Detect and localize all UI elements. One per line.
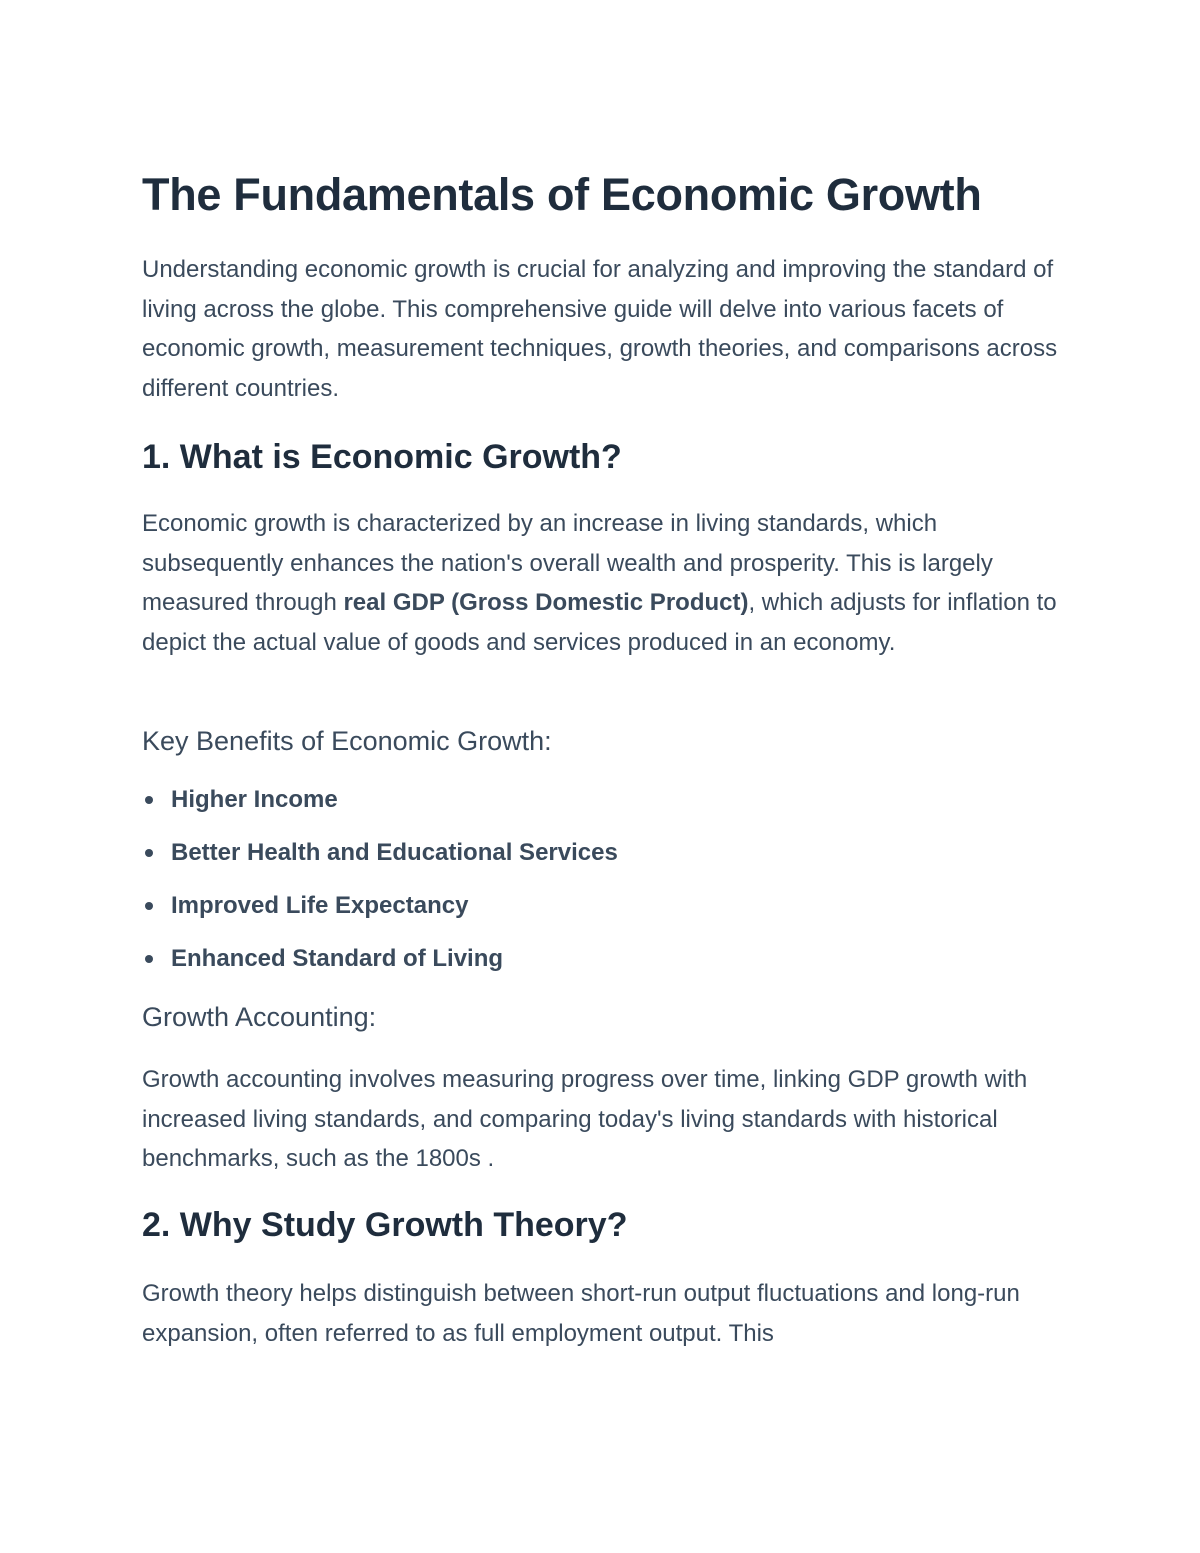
real-gdp-term: real GDP (Gross Domestic Product) bbox=[343, 589, 749, 616]
benefit-label: Improved Life Expectancy bbox=[171, 892, 469, 919]
bullet-icon bbox=[145, 796, 153, 804]
bullet-icon bbox=[145, 849, 153, 857]
benefits-list bbox=[142, 782, 618, 994]
list-item bbox=[142, 888, 618, 941]
section-1-paragraph bbox=[142, 504, 1062, 662]
document-title: The Fundamentals of Economic Growth bbox=[142, 169, 982, 220]
list-item bbox=[142, 782, 618, 835]
bullet-icon bbox=[145, 902, 153, 910]
section-2-heading: 2. Why Study Growth Theory? bbox=[142, 1206, 628, 1244]
bullet-icon bbox=[145, 955, 153, 963]
benefit-label: Enhanced Standard of Living bbox=[171, 945, 504, 972]
growth-accounting-heading: Growth Accounting: bbox=[142, 1002, 377, 1032]
benefit-label: Higher Income bbox=[171, 786, 338, 813]
section-1-heading: 1. What is Economic Growth? bbox=[142, 438, 622, 476]
intro-paragraph: Understanding economic growth is crucial for analyzing and improving the standard of living across the globe. This comprehensive guide will delve into various facets of economic growth, measurement techniques, growth theories, and comparisons across different countries. bbox=[142, 256, 1058, 402]
section-2-paragraph: Growth theory helps distinguish between short-run output fluctuations and long-run expansion, often referred to as full employment output. This bbox=[142, 1280, 1020, 1347]
benefit-label: Better Health and Educational Services bbox=[171, 839, 618, 866]
key-benefits-heading: Key Benefits of Economic Growth: bbox=[142, 726, 552, 756]
growth-accounting-paragraph: Growth accounting involves measuring progress over time, linking GDP growth with increased living standards, and comparing today's living standards with historical benchmarks, such as the 1800s . bbox=[142, 1066, 1028, 1172]
list-item bbox=[142, 835, 618, 888]
section-1-paragraph-text-before: Economic growth is characterized by an increase in living standards, which subsequently enhances the nation's overall wealth and prosperity. This is largely measured through bbox=[142, 510, 993, 616]
list-item bbox=[142, 941, 618, 994]
section-1-paragraph-text-after: , which adjusts for inflation to depict the actual value of goods and services produced in an economy. bbox=[142, 589, 1057, 656]
